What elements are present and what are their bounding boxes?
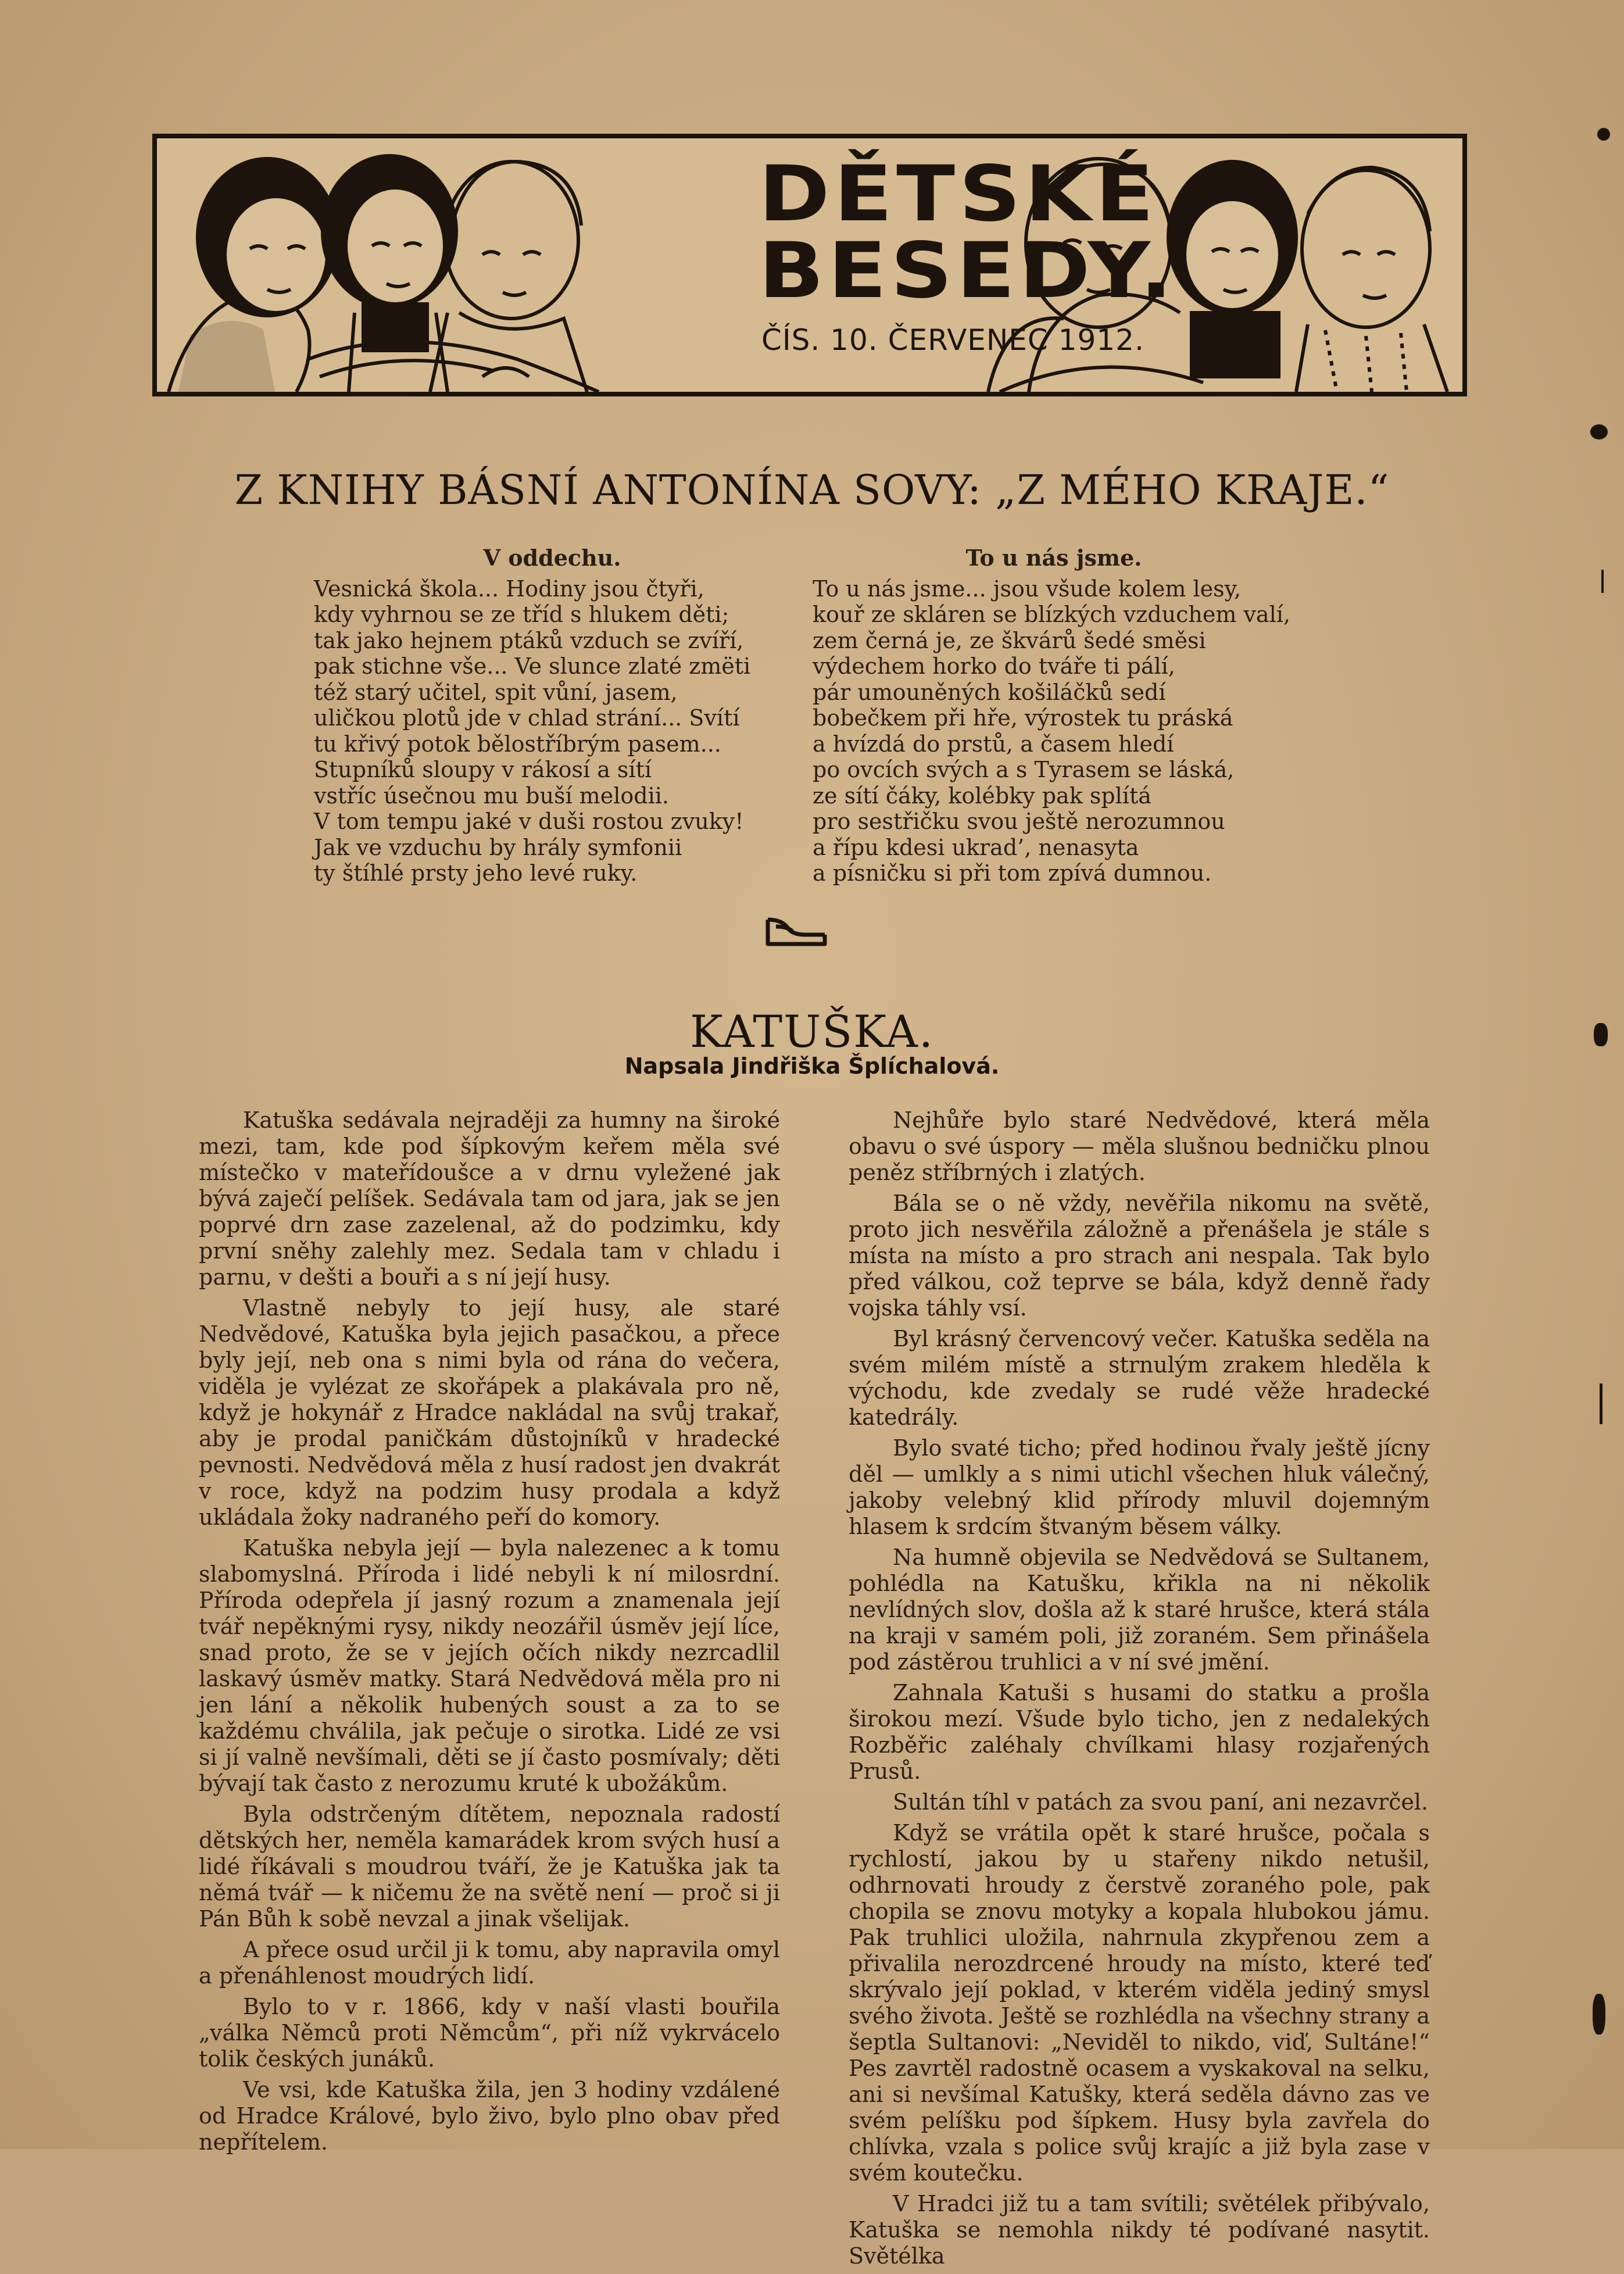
story-title: KATUŠKA. <box>690 1006 934 1057</box>
poem-line: uličkou plotů jde v chlad strání... Svítí <box>314 705 740 731</box>
poem-line: Stupníků sloupy v rákosí a sítí <box>314 757 652 782</box>
ornament-icon <box>764 914 828 950</box>
story-paragraph: Zahnala Katuši s husami do statku a prošla širokou mezí. Všude bylo ticho, jen z nedalekých Rozběřic zaléhaly chvílkami hlasy rozjařených Prusů. <box>849 1680 1430 1784</box>
page-edge-mark <box>1601 570 1604 593</box>
issue-number-date: ČÍS. 10. ČERVENEC 1912. <box>761 323 1144 357</box>
page-edge-mark <box>1600 1383 1602 1424</box>
poem-line: Jak ve vzduchu by hrály symfonii <box>314 834 682 860</box>
poem-line: výdechem horko do tváře ti pálí, <box>813 653 1175 679</box>
story-paragraph: Nejhůře bylo staré Nedvědové, která měla obavu o své úspory — měla slušnou bedničku plnou peněz stříbrných i zlatých. <box>849 1107 1430 1185</box>
poem-title: V oddechu. <box>483 545 621 571</box>
poem-line: vstříc úsečnou mu buší melodii. <box>314 782 669 809</box>
masthead-title <box>759 149 1176 316</box>
poem-line: tak jako hejnem ptáků vzduch se zvíří, <box>314 627 744 653</box>
masthead-title-line1: DĚTSKÉ <box>759 149 1158 239</box>
story-byline: Napsala Jindřiška Šplíchalová. <box>624 1053 1000 1079</box>
poem-line: též starý učitel, spit vůní, jasem, <box>314 679 678 705</box>
poem-line: zem černá je, ze škvárů šedé směsi <box>813 627 1206 653</box>
story-paragraph: Ve vsi, kde Katuška žila, jen 3 hodiny vzdálené od Hradce Králové, bylo živo, bylo plno obav před nepřítelem. <box>199 2077 780 2155</box>
story-paragraph: Bylo to v r. 1866, kdy v naší vlasti bouřila „válka Němců proti Němcům“, při níž vykrvácelo tolik českých junáků. <box>199 1994 780 2072</box>
poem-line: V tom tempu jaké v duši rostou zvuky! <box>314 809 744 834</box>
poem-line: a hvízdá do prstů, a časem hledí <box>813 731 1174 757</box>
story-paragraph: Katuška sedávala nejraději za humny na široké mezi, tam, kde pod šípkovým keřem měla své místečko v mateřídoušce a v drnu vyležené jak bývá zaječí pelíšek. Sedávala tam od jara, jak se jen poprvé drn zase zazelenal, až do podzimku, kdy první sněhy zalehly mez. Sedala tam v chladu i parnu, v dešti a bouři a s ní její husy. <box>199 1107 780 1290</box>
poem-line: kdy vyhrnou se ze tříd s hlukem děti; <box>314 602 729 627</box>
story-paragraph: Sultán tíhl v patách za svou paní, ani nezavrčel. <box>893 1789 1429 1815</box>
poem-line: Vesnická škola... Hodiny jsou čtyři, <box>314 575 704 602</box>
poem-v-oddechu <box>314 545 790 886</box>
story-paragraph: Katuška nebyla její — byla nalezenec a k tomu slabomyslná. Příroda i lidé nebyli k ní milosrdní. Příroda odepřela jí jasný rozum a znamenala její tvář nepěknými rysy, nikdy neozářil úsměv její líce, snad proto, že se v jejích očích nikdy nezrcadlil laskavý úsměv matky. Stará Nedvědová měla pro ni jen lání a několik hubených soust a za to se každému chválila, jak pečuje o sirotka. Lidé ze vsi si jí valně nevšímali, děti se jí často posmívaly; děti bývají tak často z nerozumu kruté k ubožákům. <box>199 1535 780 1796</box>
story-paragraph: V Hradci již tu a tam svítili; světélek přibývalo, Katuška se nemohla nikdy té podívané nasytit. Světélka <box>849 2191 1430 2269</box>
story-paragraph: Byla odstrčeným dítětem, nepoznala radostí dětských her, neměla kamarádek krom svých husí a lidé říkávali s moudrou tváří, že je Katuška jak ta němá tvář — k ničemu že na světě není — proč si ji Pán Bůh k sobě nevzal a jinak všelijak. <box>199 1801 780 1932</box>
poem-line: tu křivý potok bělostříbrým pasem... <box>314 731 721 757</box>
poem-line: bobečkem při hře, výrostek tu práská <box>813 705 1233 731</box>
story-paragraph: A přece osud určil ji k tomu, aby napravila omyl a přenáhlenost moudrých lidí. <box>199 1937 780 1989</box>
masthead <box>152 134 1467 396</box>
page-edge-mark <box>1593 1994 1605 2035</box>
poems-section-title: Z KNIHY BÁSNÍ ANTONÍNA SOVY: „Z MÉHO KRAJE.“ <box>234 466 1390 514</box>
poem-line: To u nás jsme... jsou všude kolem lesy, <box>813 575 1242 602</box>
poem-to-u-nas-jsme <box>813 545 1295 886</box>
story-column-left <box>199 1107 780 2160</box>
poem-line: ze sítí čáky, kolébky pak splítá <box>813 782 1151 809</box>
poem-line: pro sestřičku svou ještě nerozumnou <box>813 809 1225 834</box>
story-paragraph: Bylo svaté ticho; před hodinou řvaly ještě jícny děl — umlkly a s nimi utichl všechen hluk válečný, jakoby velebný klid přírody mluvil dojemným hlasem k srdcím štvaným běsem války. <box>849 1435 1430 1539</box>
poem-line: a řípu kdesi ukrad’, nenasyta <box>813 834 1139 860</box>
poem-line: a písničku si při tom zpívá dumnou. <box>813 860 1212 886</box>
story-column-right <box>849 1107 1430 2274</box>
page-edge-mark <box>1590 424 1608 439</box>
story-paragraph: Na humně objevila se Nedvědová se Sultanem, pohlédla na Katušku, křikla na ni několik nevlídných slov, došla až k staré hrušce, která stála na kraji v samém poli, již zoraném. Sem přinášela pod zástěrou truhlici a v ní své jmění. <box>849 1544 1430 1675</box>
story-paragraph: Vlastně nebyly to její husy, ale staré Nedvědové, Katuška byla jejich pasačkou, a přece byly její, neb ona s nimi byla od rána do večera, viděla je vylézat ze skořápek a plakávala pro ně, když je hokynář z Hradce nakládal na svůj trakař, aby je prodal paničkám důstojníků v hradecké pevnosti. Nedvědová měla z husí radost jen dvakrát v roce, když na podzim husy prodala a když ukládala žoky nadraného peří do komory. <box>199 1295 780 1530</box>
poem-line: pár umouněných košiláčků sedí <box>813 679 1166 705</box>
poem-title: To u nás jsme. <box>965 545 1142 571</box>
masthead-title-line2: BESEDY. <box>759 226 1176 316</box>
poem-line: ty štíhlé prsty jeho levé ruky. <box>314 860 638 886</box>
story-paragraph: Bála se o ně vždy, nevěřila nikomu na světě, proto jich nesvěřila záložně a přenášela je stále s místa na místo a pro strach ani nespala. Tak bylo před válkou, což teprve se bála, když denně řady vojska táhly vsí. <box>849 1190 1430 1321</box>
poem-line: pak stichne vše... Ve slunce zlaté zmëti <box>314 653 751 679</box>
poem-line: kouř ze skláren se blízkých vzduchem valí, <box>813 602 1290 627</box>
story-paragraph: Když se vrátila opět k staré hrušce, počala s rychlostí, jakou by u stařeny nikdo netušil, odhrnovati hroudy z čerstvě zoraného pole, pak chopila se znovu motyky a kopala hlubokou jámu. Pak truhlici uložila, nahrnula zkypřenou zem a přivalila nerozdrcené hroudy na místo, které teď skrývalo její poklad, v kterém viděla jediný smysl svého života. Ještě se rozhlédla na všechny strany a šeptla Sultanovi: „Neviděl to nikdo, viď, Sultáne!“ Pes zavrtěl radostně ocasem a vyskakoval na selku, ani si nevšímal Katušky, která seděla dávno zas ve svém pelíšku pod šípkem. Husy byla zavřela do chlívka, vzala s police svůj krajíc a již byla zase v svém koutečku. <box>849 1820 1430 2186</box>
page-edge-mark <box>1597 128 1610 141</box>
poem-line: po ovcích svých a s Tyrasem se láská, <box>813 757 1235 782</box>
story-paragraph: Byl krásný červencový večer. Katuška seděla na svém milém místě a strnulým zrakem hleděla k východu, kde zvedaly se rudé věže hradecké katedrály. <box>849 1326 1430 1430</box>
